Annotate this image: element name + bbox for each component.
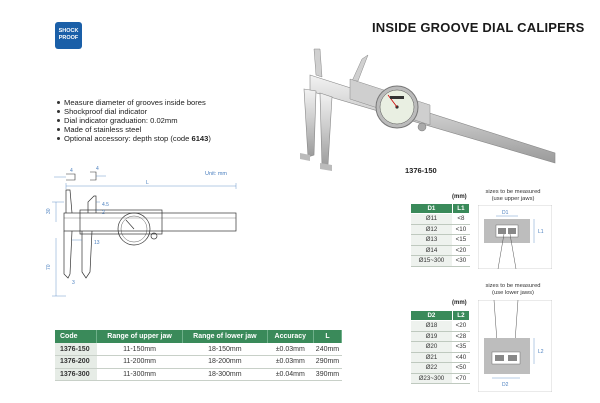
cell-code: 1376-200 <box>55 356 97 369</box>
table-row <box>411 214 470 225</box>
feature-text: Optional accessory: depth stop (code <box>64 134 192 143</box>
feature-list <box>56 98 211 143</box>
badge-line-1: SHOCK <box>58 28 79 34</box>
cell: Ø18 <box>411 321 453 332</box>
dial-indicator-icon <box>376 86 418 128</box>
table-row <box>55 368 342 381</box>
lock-screw-icon <box>418 123 426 131</box>
dim-label-2: 2 <box>102 210 105 216</box>
table-row <box>411 321 470 332</box>
shockproof-badge <box>55 22 82 49</box>
table-row <box>411 331 470 342</box>
col-header: D2 <box>411 311 453 321</box>
cell: <35 <box>452 342 469 353</box>
cell: 18-200mm <box>183 356 268 369</box>
table-row <box>411 245 470 256</box>
dim-label-70: 70 <box>46 264 52 270</box>
cell: ±0.03mm <box>267 343 313 356</box>
cell: 11-150mm <box>97 343 183 356</box>
upper-jaw-table <box>410 203 470 267</box>
technical-drawing <box>42 166 242 326</box>
col-header-accuracy: Accuracy <box>267 330 313 343</box>
cell: Ø23~300 <box>411 373 453 384</box>
note-line: (use upper jaws) <box>491 196 535 202</box>
dim-label-3: 3 <box>72 280 75 286</box>
drawing-lower-jaws <box>64 231 92 278</box>
page-title: INSIDE GROOVE DIAL CALIPERS <box>372 20 585 35</box>
cell: 11-200mm <box>97 356 183 369</box>
lower-jaw-table <box>410 310 470 384</box>
col-header: L1 <box>452 204 469 214</box>
cell: <20 <box>452 245 469 256</box>
table-row <box>411 224 470 235</box>
upper-table-unit: (mm) <box>452 194 467 200</box>
feature-item: Measure diameter of grooves inside bores <box>56 98 211 107</box>
cell: <50 <box>452 363 469 374</box>
dim-label-13: 13 <box>94 240 100 246</box>
dim-label-30: 30 <box>46 208 52 214</box>
note-line: sizes to be measured <box>485 189 541 195</box>
cell: Ø12 <box>411 224 453 235</box>
upper-note <box>468 189 558 203</box>
cell: 18-300mm <box>183 368 268 381</box>
cell: <15 <box>452 235 469 246</box>
feature-item <box>56 134 211 143</box>
feature-item: Made of stainless steel <box>56 125 211 134</box>
dim-label-45: 4.5 <box>102 202 109 208</box>
caliper-beam <box>310 75 555 163</box>
dim-label-4a: 4 <box>70 168 73 174</box>
table-row <box>55 343 342 356</box>
cell: 240mm <box>313 343 341 356</box>
col-header-upper: Range of upper jaw <box>97 330 183 343</box>
dimension-lines <box>52 183 236 296</box>
cell: <8 <box>452 214 469 225</box>
unit-label: Unit: mm <box>205 171 227 177</box>
caliper-photo <box>280 45 562 175</box>
col-header: D1 <box>411 204 453 214</box>
cell: Ø14 <box>411 245 453 256</box>
diagram-label-d1: D1 <box>502 210 509 216</box>
diagram-label-l2: L2 <box>538 349 544 355</box>
cell: 18-150mm <box>183 343 268 356</box>
dim-label-l: L <box>146 180 149 186</box>
cell-code: 1376-150 <box>55 343 97 356</box>
cell: <28 <box>452 331 469 342</box>
cell: Ø13 <box>411 235 453 246</box>
table-row <box>411 342 470 353</box>
col-header-code: Code <box>55 330 97 343</box>
cell: <20 <box>452 321 469 332</box>
table-row <box>411 373 470 384</box>
col-header: L2 <box>452 311 469 321</box>
col-header-l: L <box>313 330 341 343</box>
lower-jaw-diagram <box>478 300 552 392</box>
cell: Ø22 <box>411 363 453 374</box>
spec-table <box>55 330 342 381</box>
lower-note <box>468 283 558 297</box>
cell: <30 <box>452 256 469 267</box>
diagram-label-d2: D2 <box>502 382 509 388</box>
feature-item: Dial indicator graduation: 0.02mm <box>56 116 211 125</box>
table-row <box>55 356 342 369</box>
cell: <70 <box>452 373 469 384</box>
cell: ±0.03mm <box>267 356 313 369</box>
col-header-lower: Range of lower jaw <box>183 330 268 343</box>
lower-table-unit: (mm) <box>452 300 467 306</box>
cell: Ø19 <box>411 331 453 342</box>
table-row <box>411 363 470 374</box>
note-line: sizes to be measured <box>485 283 541 289</box>
cell: Ø20 <box>411 342 453 353</box>
table-row <box>411 352 470 363</box>
cell: Ø11 <box>411 214 453 225</box>
drawing-upper-jaws <box>66 190 96 213</box>
table-row <box>411 235 470 246</box>
feature-closing: ) <box>208 134 211 143</box>
drawing-dial-icon <box>118 213 157 245</box>
diagram-label-l1: L1 <box>538 229 544 235</box>
cell-code: 1376-300 <box>55 368 97 381</box>
cell: Ø21 <box>411 352 453 363</box>
dim-label-4b: 4 <box>96 166 99 172</box>
table-row <box>411 256 470 267</box>
cell: 11-300mm <box>97 368 183 381</box>
cell: 390mm <box>313 368 341 381</box>
cell: 290mm <box>313 356 341 369</box>
caliper-upper-jaws <box>314 49 368 81</box>
accessory-code: 6143 <box>191 134 209 143</box>
cell: ±0.04mm <box>267 368 313 381</box>
upper-jaw-diagram <box>478 205 552 269</box>
model-label: 1376-150 <box>405 166 437 175</box>
cell: <40 <box>452 352 469 363</box>
note-line: (use lower jaws) <box>492 290 534 296</box>
cell: Ø15~300 <box>411 256 453 267</box>
caliper-lower-jaws <box>300 89 332 171</box>
cell: <10 <box>452 224 469 235</box>
feature-item: Shockproof dial indicator <box>56 107 211 116</box>
badge-line-2: PROOF <box>58 35 79 41</box>
